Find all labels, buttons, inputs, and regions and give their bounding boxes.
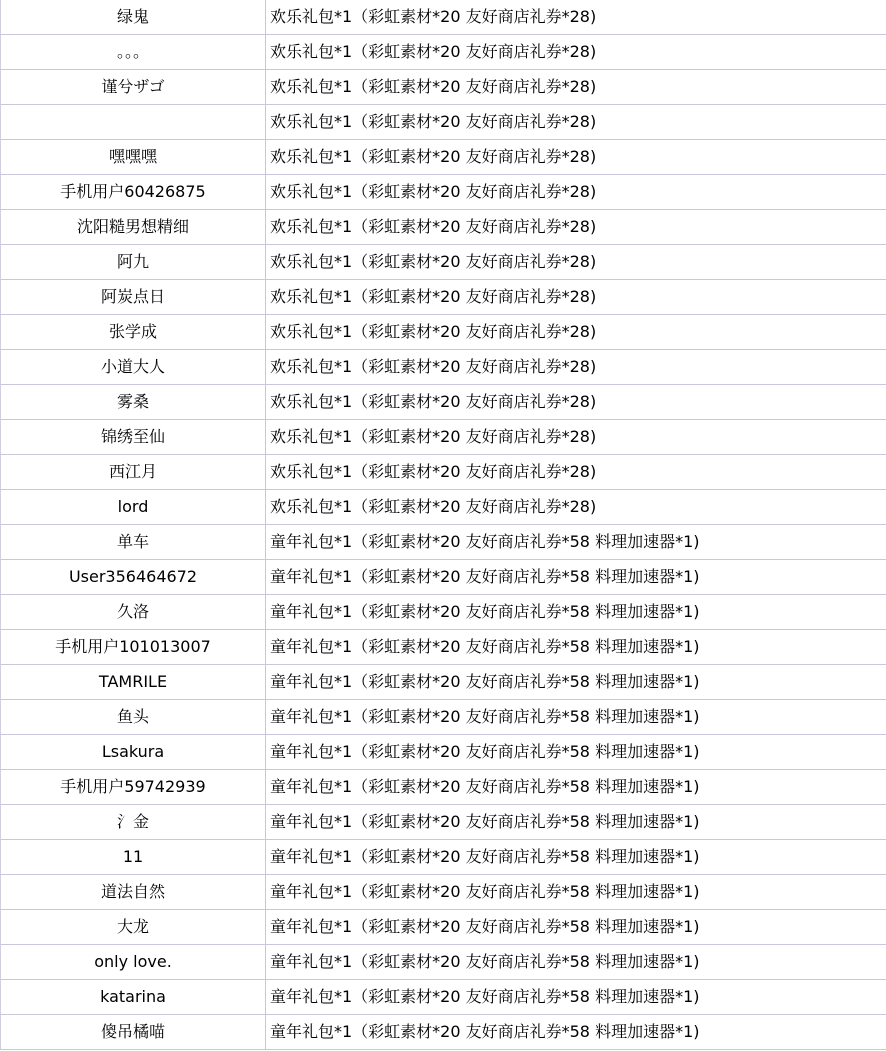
prize-cell[interactable]: 欢乐礼包*1（彩虹素材*20 友好商店礼券*28) xyxy=(266,350,886,385)
winner-name-cell[interactable]: User356464672 xyxy=(1,560,266,595)
prize-cell[interactable]: 欢乐礼包*1（彩虹素材*20 友好商店礼券*28) xyxy=(266,490,886,525)
table-row xyxy=(1,875,886,910)
table-row xyxy=(1,980,886,1015)
table-row xyxy=(1,175,886,210)
winner-name-cell[interactable]: 小道大人 xyxy=(1,350,266,385)
prize-cell[interactable]: 欢乐礼包*1（彩虹素材*20 友好商店礼券*28) xyxy=(266,175,886,210)
winner-name-cell[interactable]: TAMRILE xyxy=(1,665,266,700)
table-row xyxy=(1,455,886,490)
winner-name-cell[interactable]: 11 xyxy=(1,840,266,875)
winner-name-cell[interactable]: 手机用户59742939 xyxy=(1,770,266,805)
winner-name-cell[interactable]: 锦绣至仙 xyxy=(1,420,266,455)
prize-cell[interactable]: 童年礼包*1（彩虹素材*20 友好商店礼券*58 料理加速器*1) xyxy=(266,770,886,805)
table-row xyxy=(1,525,886,560)
prize-cell[interactable]: 童年礼包*1（彩虹素材*20 友好商店礼券*58 料理加速器*1) xyxy=(266,945,886,980)
prize-cell[interactable]: 童年礼包*1（彩虹素材*20 友好商店礼券*58 料理加速器*1) xyxy=(266,805,886,840)
winner-name-cell[interactable]: 绿鬼 xyxy=(1,0,266,35)
table-row xyxy=(1,315,886,350)
table-row xyxy=(1,595,886,630)
table-row xyxy=(1,0,886,35)
prize-cell[interactable]: 童年礼包*1（彩虹素材*20 友好商店礼券*58 料理加速器*1) xyxy=(266,560,886,595)
winner-name-cell[interactable]: 西江月 xyxy=(1,455,266,490)
prize-cell[interactable]: 童年礼包*1（彩虹素材*20 友好商店礼券*58 料理加速器*1) xyxy=(266,700,886,735)
prize-cell[interactable]: 童年礼包*1（彩虹素材*20 友好商店礼券*58 料理加速器*1) xyxy=(266,525,886,560)
prize-cell[interactable]: 童年礼包*1（彩虹素材*20 友好商店礼券*58 料理加速器*1) xyxy=(266,980,886,1015)
winner-name-cell[interactable]: katarina xyxy=(1,980,266,1015)
winner-name-cell[interactable]: 沈阳糙男想精细 xyxy=(1,210,266,245)
table-row xyxy=(1,140,886,175)
winner-name-cell[interactable]: 。。。 xyxy=(1,35,266,70)
prize-cell[interactable]: 童年礼包*1（彩虹素材*20 友好商店礼券*58 料理加速器*1) xyxy=(266,595,886,630)
prize-cell[interactable]: 欢乐礼包*1（彩虹素材*20 友好商店礼券*28) xyxy=(266,455,886,490)
table-row xyxy=(1,560,886,595)
winner-name-cell[interactable]: Lsakura xyxy=(1,735,266,770)
winner-name-cell[interactable]: 阿九 xyxy=(1,245,266,280)
winner-name-cell[interactable]: 阿炭点日 xyxy=(1,280,266,315)
winner-name-cell[interactable]: 雾桑 xyxy=(1,385,266,420)
prize-cell[interactable]: 欢乐礼包*1（彩虹素材*20 友好商店礼券*28) xyxy=(266,105,886,140)
winner-name-cell[interactable]: 手机用户60426875 xyxy=(1,175,266,210)
table-row xyxy=(1,350,886,385)
winner-name-cell[interactable]: 张学成 xyxy=(1,315,266,350)
prize-cell[interactable]: 欢乐礼包*1（彩虹素材*20 友好商店礼券*28) xyxy=(266,280,886,315)
winner-name-cell[interactable]: 大龙 xyxy=(1,910,266,945)
prize-cell[interactable]: 童年礼包*1（彩虹素材*20 友好商店礼券*58 料理加速器*1) xyxy=(266,1015,886,1050)
winner-name-cell[interactable]: lord xyxy=(1,490,266,525)
table-row xyxy=(1,770,886,805)
table-row xyxy=(1,420,886,455)
winner-name-cell[interactable]: 傻吊橘喵 xyxy=(1,1015,266,1050)
table-row xyxy=(1,805,886,840)
table-row xyxy=(1,70,886,105)
table-row xyxy=(1,700,886,735)
prize-cell[interactable]: 欢乐礼包*1（彩虹素材*20 友好商店礼券*28) xyxy=(266,385,886,420)
table-row xyxy=(1,105,886,140)
table-row xyxy=(1,280,886,315)
winner-name-cell[interactable]: 谨兮ザゴ xyxy=(1,70,266,105)
prize-cell[interactable]: 欢乐礼包*1（彩虹素材*20 友好商店礼券*28) xyxy=(266,70,886,105)
table-row xyxy=(1,910,886,945)
prize-cell[interactable]: 欢乐礼包*1（彩虹素材*20 友好商店礼券*28) xyxy=(266,245,886,280)
prize-cell[interactable]: 欢乐礼包*1（彩虹素材*20 友好商店礼券*28) xyxy=(266,420,886,455)
winner-name-cell[interactable]: only love. xyxy=(1,945,266,980)
winner-name-cell[interactable]: 嘿嘿嘿 xyxy=(1,140,266,175)
table-row xyxy=(1,490,886,525)
table-body xyxy=(1,0,886,1050)
table-row xyxy=(1,1015,886,1050)
winner-name-cell[interactable]: 鱼头 xyxy=(1,700,266,735)
winner-name-cell[interactable]: 单车 xyxy=(1,525,266,560)
table-row xyxy=(1,35,886,70)
table-row xyxy=(1,630,886,665)
table-row xyxy=(1,945,886,980)
prize-cell[interactable]: 童年礼包*1（彩虹素材*20 友好商店礼券*58 料理加速器*1) xyxy=(266,875,886,910)
winner-name-cell[interactable]: 道法自然 xyxy=(1,875,266,910)
winner-name-cell[interactable]: 氵金 xyxy=(1,805,266,840)
table-row xyxy=(1,665,886,700)
winner-name-cell[interactable]: 久洛 xyxy=(1,595,266,630)
prize-cell[interactable]: 童年礼包*1（彩虹素材*20 友好商店礼券*58 料理加速器*1) xyxy=(266,840,886,875)
winner-name-cell[interactable]: 手机用户101013007 xyxy=(1,630,266,665)
winner-name-cell[interactable] xyxy=(1,105,266,140)
prize-cell[interactable]: 童年礼包*1（彩虹素材*20 友好商店礼券*58 料理加速器*1) xyxy=(266,630,886,665)
table-row xyxy=(1,840,886,875)
prize-cell[interactable]: 欢乐礼包*1（彩虹素材*20 友好商店礼券*28) xyxy=(266,0,886,35)
table-row xyxy=(1,735,886,770)
prize-cell[interactable]: 童年礼包*1（彩虹素材*20 友好商店礼券*58 料理加速器*1) xyxy=(266,665,886,700)
prize-cell[interactable]: 童年礼包*1（彩虹素材*20 友好商店礼券*58 料理加速器*1) xyxy=(266,910,886,945)
prize-cell[interactable]: 欢乐礼包*1（彩虹素材*20 友好商店礼券*28) xyxy=(266,210,886,245)
prize-cell[interactable]: 欢乐礼包*1（彩虹素材*20 友好商店礼券*28) xyxy=(266,35,886,70)
table-row xyxy=(1,245,886,280)
prize-cell[interactable]: 童年礼包*1（彩虹素材*20 友好商店礼券*58 料理加速器*1) xyxy=(266,735,886,770)
table-row xyxy=(1,210,886,245)
prize-cell[interactable]: 欢乐礼包*1（彩虹素材*20 友好商店礼券*28) xyxy=(266,140,886,175)
prize-cell[interactable]: 欢乐礼包*1（彩虹素材*20 友好商店礼券*28) xyxy=(266,315,886,350)
table-row xyxy=(1,385,886,420)
